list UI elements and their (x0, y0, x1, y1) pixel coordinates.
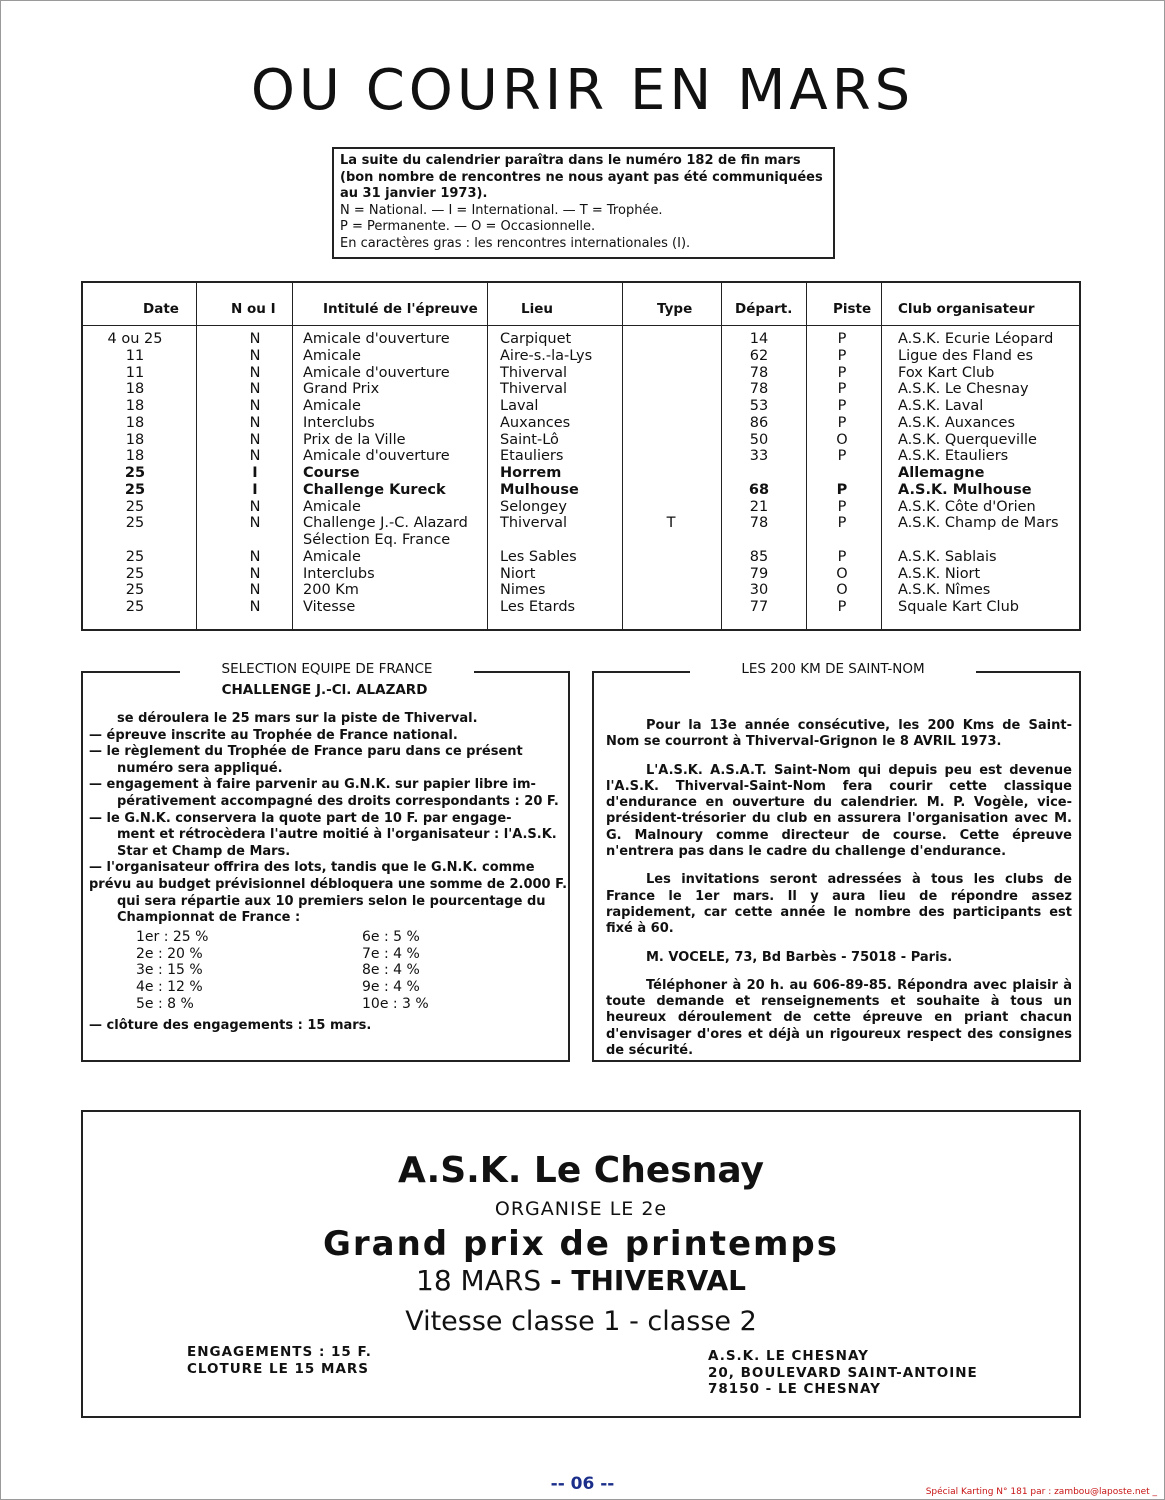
selection-closing: — clôture des engagements : 15 mars. (89, 1018, 372, 1033)
selection-line: — le règlement du Trophée de France paru dans ce présent (89, 744, 523, 760)
cell-noui: N (249, 347, 261, 364)
advert-club: A.S.K. Le Chesnay (398, 1150, 764, 1191)
selection-line: — épreuve inscrite au Trophée de France national. (89, 727, 458, 743)
cell-depart: 62 (749, 347, 769, 364)
saintnom-address: M. VOCELE, 73, Bd Barbès - 75018 - Paris. (646, 949, 953, 965)
cell-lieu: Horrem (500, 465, 562, 481)
cell-intitule: Challenge Kureck (303, 481, 446, 498)
cell-noui: I (252, 465, 258, 481)
cell-piste: P (837, 381, 847, 398)
cell-noui: N (249, 548, 261, 565)
cell-intitule: Prix de la Ville (303, 431, 406, 448)
cell-type (623, 348, 719, 365)
column-divider (721, 283, 722, 629)
cell-type (623, 398, 719, 415)
cell-piste: P (837, 498, 847, 515)
cell-club: A.S.K. Laval (898, 398, 984, 414)
cell-noui: N (249, 331, 261, 347)
cell-type (623, 482, 719, 499)
percent-list-right (362, 929, 429, 1012)
advert-date-line (83, 1264, 1079, 1297)
cell-depart: 33 (749, 448, 769, 465)
cell-noui: N (249, 414, 261, 431)
cell-intitule: Amicale d'ouverture (303, 448, 450, 465)
cell-piste: P (837, 414, 847, 431)
cell-dates: 4 ou 25 (107, 331, 163, 347)
cell-type (623, 499, 719, 516)
cell-type (623, 415, 719, 432)
saintnom-paragraph: Pour la 13e année consécutive, les 200 Kms de Saint-Nom se courront à Thiverval-Grignon le 8 AVRIL 1973. (606, 718, 1072, 750)
saintnom-text (606, 718, 1072, 1071)
selection-subtitle: CHALLENGE J.-Cl. ALAZARD (221, 682, 428, 698)
selection-text (89, 711, 568, 927)
cell-depart: 77 (749, 599, 769, 615)
selection-line: qui sera répartie aux 10 premiers selon le pourcentage du (117, 893, 546, 909)
cell-lieu: Auxances (500, 414, 571, 431)
percent-item: 6e : 5 % (362, 929, 420, 945)
cell-piste (807, 532, 877, 549)
percent-item: 2e : 20 % (136, 945, 203, 962)
header-type: Type (657, 301, 693, 317)
column-divider (881, 283, 882, 629)
cell-intitule: Vitesse (303, 599, 356, 615)
cell-depart: 78 (749, 364, 769, 381)
cell-lieu: Selongey (500, 498, 567, 515)
cell-piste: O (836, 431, 848, 448)
cell-lieu: Les Sables (500, 548, 577, 565)
header-date: Date (143, 301, 179, 317)
cell-lieu: Aire-s.-la-Lys (500, 347, 593, 364)
cell-type: T (666, 515, 676, 532)
saintnom-paragraph: Les invitations seront adressées à tous les clubs de France le 1er mars. Il y aura lieu de répondre assez rapidement, car cette année le nombre des participants est fixé à 60. (606, 872, 1072, 937)
cell-dates: 25 (124, 481, 146, 498)
percent-item: 7e : 4 % (362, 945, 420, 962)
cell-depart: 78 (749, 381, 769, 398)
cell-type (623, 365, 719, 382)
cell-noui: N (249, 498, 261, 515)
cell-lieu: Mulhouse (500, 481, 579, 498)
cell-dates (91, 532, 179, 549)
cell-piste: P (837, 364, 847, 381)
cell-dates: 18 (125, 448, 145, 465)
cell-piste (807, 465, 877, 482)
legend-line: N = National. — I = International. — T = Trophée. (340, 202, 663, 218)
page-title: OU COURIR EN MARS (250, 58, 915, 123)
cell-piste: P (837, 599, 847, 615)
cell-club: Ligue des Fland es (898, 347, 1034, 364)
cell-noui: N (249, 364, 261, 381)
cell-intitule: Amicale d'ouverture (303, 331, 450, 347)
percent-item: 8e : 4 % (362, 962, 420, 979)
cell-noui: N (249, 515, 261, 532)
selection-line: numéro sera appliqué. (117, 760, 283, 776)
cell-club: Fox Kart Club (898, 364, 995, 381)
selection-line: Championnat de France : (117, 910, 301, 926)
cell-club: Squale Kart Club (898, 599, 1019, 615)
cell-noui (223, 532, 287, 549)
cell-club: A.S.K. Le Chesnay (898, 381, 1029, 398)
cell-dates: 25 (125, 582, 145, 599)
cell-club: A.S.K. Querqueville (898, 431, 1037, 448)
advert-info-line: A.S.K. LE CHESNAY (708, 1348, 869, 1364)
column-divider (196, 283, 197, 629)
percent-item: 1er : 25 % (136, 929, 209, 945)
cell-lieu: Thiverval (500, 515, 568, 532)
cell-type (623, 448, 719, 465)
legend-line: (bon nombre de rencontres ne nous ayant pas été communiquées (340, 169, 823, 185)
advert-info-line: CLOTURE LE 15 MARS (187, 1360, 370, 1377)
cell-club: A.S.K. Côte d'Orien (898, 498, 1036, 515)
cell-dates: 18 (125, 431, 145, 448)
advert-place: - THIVERVAL (550, 1264, 746, 1297)
selection-line: — l'organisateur offrira des lots, tandis que le G.N.K. comme (89, 860, 535, 876)
cell-lieu: Etauliers (500, 448, 564, 465)
cell-type (623, 566, 719, 583)
selection-line: — le G.N.K. conservera la quote part de 10 F. par engage- (89, 810, 512, 826)
cell-type (623, 549, 719, 566)
cell-club: A.S.K. Champ de Mars (898, 515, 1059, 532)
cell-dates: 25 (125, 515, 145, 532)
calendar-table (81, 281, 1081, 631)
header-intitule: Intitulé de l'épreuve (323, 301, 478, 317)
cell-type (623, 532, 719, 549)
cell-noui: N (249, 448, 261, 465)
cell-piste: O (836, 582, 848, 599)
cell-depart: 86 (749, 414, 769, 431)
header-noui: N ou I (231, 301, 276, 317)
selection-line: Star et Champ de Mars. (117, 843, 291, 859)
cell-noui: N (249, 599, 261, 615)
saintnom-paragraph: L'A.S.K. A.S.A.T. Saint-Nom qui depuis peu est devenue l'A.S.K. Thiverval-Saint-Nom fera courir cette classique d'endurance en ouverture du calendrier. M. P. Vogèle, vice-président-trésorier du club en assurera l'organisation avec M. G. Malnoury comme directeur de course. Cette épreuve n'entrera pas dans le cadre du challenge d'endurance. (606, 762, 1072, 860)
cell-piste: P (837, 398, 847, 414)
percent-list-left (136, 929, 208, 1012)
cell-dates: 25 (125, 548, 145, 565)
column-piste (807, 331, 877, 616)
column-lieu (500, 331, 620, 616)
cell-club (898, 532, 1078, 549)
cell-lieu: Laval (500, 398, 539, 414)
cell-piste: P (837, 347, 847, 364)
cell-club: A.S.K. Auxances (898, 414, 1016, 431)
column-depart (723, 331, 795, 616)
cell-intitule: Amicale (303, 498, 361, 515)
cell-dates: 25 (125, 565, 145, 582)
cell-lieu: Nimes (500, 582, 546, 599)
legend-line: P = Permanente. — O = Occasionnelle. (340, 219, 596, 234)
cell-lieu (500, 532, 620, 549)
cell-club: A.S.K. Etauliers (898, 448, 1009, 465)
cell-lieu: Saint-Lô (500, 431, 559, 448)
cell-intitule: Amicale (303, 398, 361, 414)
cell-piste: P (837, 448, 847, 465)
cell-type (623, 599, 719, 616)
cell-dates: 18 (125, 381, 145, 398)
cell-lieu: Carpiquet (500, 331, 572, 347)
selection-line: ment et rétrocèdera l'autre moitié à l'organisateur : l'A.S.K. (117, 827, 557, 843)
legend-box (332, 147, 835, 259)
percent-item: 5e : 8 % (136, 995, 194, 1012)
cell-depart: 68 (748, 481, 770, 498)
saintnom-paragraph: Téléphoner à 20 h. au 606-89-85. Répondra avec plaisir à toute demande et renseignements et souhaite à tous un heureux déroulement de cette épreuve en priant chacun d'envisager d'ores et déjà un rigoureux respect des consignes de sécurité. (606, 977, 1072, 1059)
cell-depart: 85 (749, 548, 769, 565)
cell-depart: 14 (749, 331, 769, 347)
column-date (91, 331, 179, 616)
cell-noui: N (249, 381, 261, 398)
cell-club: A.S.K. Niort (898, 565, 981, 582)
advert-info-line: 20, BOULEVARD SAINT-ANTOINE (708, 1364, 978, 1381)
cell-intitule: Amicale d'ouverture (303, 364, 450, 381)
column-noui (223, 331, 287, 616)
cell-intitule: Course (303, 465, 360, 481)
selection-line: — engagement à faire parvenir au G.N.K. sur papier libre im- (89, 777, 536, 793)
saintnom-title: LES 200 KM DE SAINT-NOM (690, 661, 976, 677)
cell-noui: N (249, 431, 261, 448)
cell-club: A.S.K. Ecurie Léopard (898, 331, 1054, 347)
advert-classes: Vitesse classe 1 - classe 2 (405, 1306, 757, 1337)
cell-dates: 18 (125, 398, 145, 414)
cell-intitule: Interclubs (303, 565, 375, 582)
cell-dates: 18 (125, 414, 145, 431)
selection-title: SELECTION EQUIPE DE FRANCE (180, 661, 474, 677)
footer-credit: Spécial Karting N° 181 par : zambou@laposte.net _ (925, 1487, 1157, 1497)
cell-intitule: Grand Prix (303, 381, 380, 398)
cell-depart: 21 (749, 498, 769, 515)
percent-item: 10e : 3 % (362, 995, 429, 1012)
cell-type (623, 582, 719, 599)
cell-club: A.S.K. Sablais (898, 548, 997, 565)
cell-noui: N (249, 398, 261, 414)
cell-type (623, 432, 719, 449)
column-club (898, 331, 1078, 616)
column-divider (292, 283, 293, 629)
selection-line: prévu au budget prévisionnel débloquera une somme de 2.000 F. (89, 876, 568, 892)
cell-lieu: Thiverval (500, 381, 568, 398)
header-club: Club organisateur (898, 301, 1035, 317)
column-intitule (303, 331, 485, 616)
cell-piste: P (837, 515, 847, 532)
cell-club: A.S.K. Mulhouse (898, 481, 1032, 498)
header-depart: Départ. (735, 301, 793, 317)
cell-piste: O (836, 565, 848, 582)
cell-intitule: Amicale (303, 347, 361, 364)
selection-line: se déroulera le 25 mars sur la piste de Thiverval. (117, 711, 478, 726)
cell-depart: 53 (749, 398, 769, 414)
cell-noui: I (252, 481, 258, 498)
cell-dates: 11 (125, 364, 145, 381)
advert-date: 18 MARS (416, 1264, 542, 1297)
cell-intitule: 200 Km (303, 582, 359, 599)
cell-depart (723, 465, 795, 482)
cell-intitule: Interclubs (303, 414, 375, 431)
header-lieu: Lieu (521, 301, 553, 317)
cell-type (623, 465, 719, 482)
cell-depart: 50 (749, 431, 769, 448)
cell-type (623, 381, 719, 398)
selection-line: pérativement accompagné des droits correspondants : 20 F. (117, 793, 559, 809)
legend-line: La suite du calendrier paraîtra dans le numéro 182 de fin mars (340, 153, 801, 168)
percent-item: 4e : 12 % (136, 979, 203, 996)
legend-line: au 31 janvier 1973). (340, 186, 488, 201)
cell-intitule: Challenge J.-C. Alazard (303, 515, 468, 532)
percent-item: 3e : 15 % (136, 962, 203, 979)
cell-noui: N (249, 582, 261, 599)
column-type (623, 331, 719, 616)
cell-dates: 25 (124, 465, 146, 481)
cell-lieu: Niort (500, 565, 536, 582)
cell-piste: P (837, 548, 847, 565)
cell-noui: N (249, 565, 261, 582)
cell-depart: 79 (749, 565, 769, 582)
percent-item: 9e : 4 % (362, 979, 420, 996)
page-number: -- 06 -- (550, 1474, 615, 1494)
cell-piste: P (837, 331, 847, 347)
advert-organise: ORGANISE LE 2e (494, 1198, 668, 1220)
cell-type (623, 331, 719, 348)
cell-club: Allemagne (898, 465, 985, 481)
cell-lieu: Les Etards (500, 599, 576, 615)
cell-lieu: Thiverval (500, 364, 568, 381)
advert-left-info (187, 1344, 372, 1377)
cell-depart (723, 532, 795, 549)
advert-info-line: ENGAGEMENTS : 15 F. (187, 1344, 372, 1360)
column-divider (487, 283, 488, 629)
advert-info-line: 78150 - LE CHESNAY (708, 1381, 881, 1397)
cell-club: A.S.K. Nîmes (898, 582, 991, 599)
cell-intitule: Amicale (303, 548, 361, 565)
cell-piste: P (836, 481, 848, 498)
cell-depart: 78 (749, 515, 769, 532)
legend-line: En caractères gras : les rencontres internationales (I). (340, 235, 691, 251)
cell-dates: 25 (125, 498, 145, 515)
header-piste: Piste (833, 301, 872, 317)
cell-dates: 25 (125, 599, 145, 615)
header-divider (83, 325, 1079, 326)
cell-dates: 11 (125, 347, 145, 364)
advert-right-info (708, 1348, 978, 1398)
advert-event: Grand prix de printemps (322, 1224, 840, 1264)
cell-depart: 30 (749, 582, 769, 599)
advert-box (81, 1110, 1081, 1418)
cell-intitule: Sélection Eq. France (303, 532, 451, 548)
